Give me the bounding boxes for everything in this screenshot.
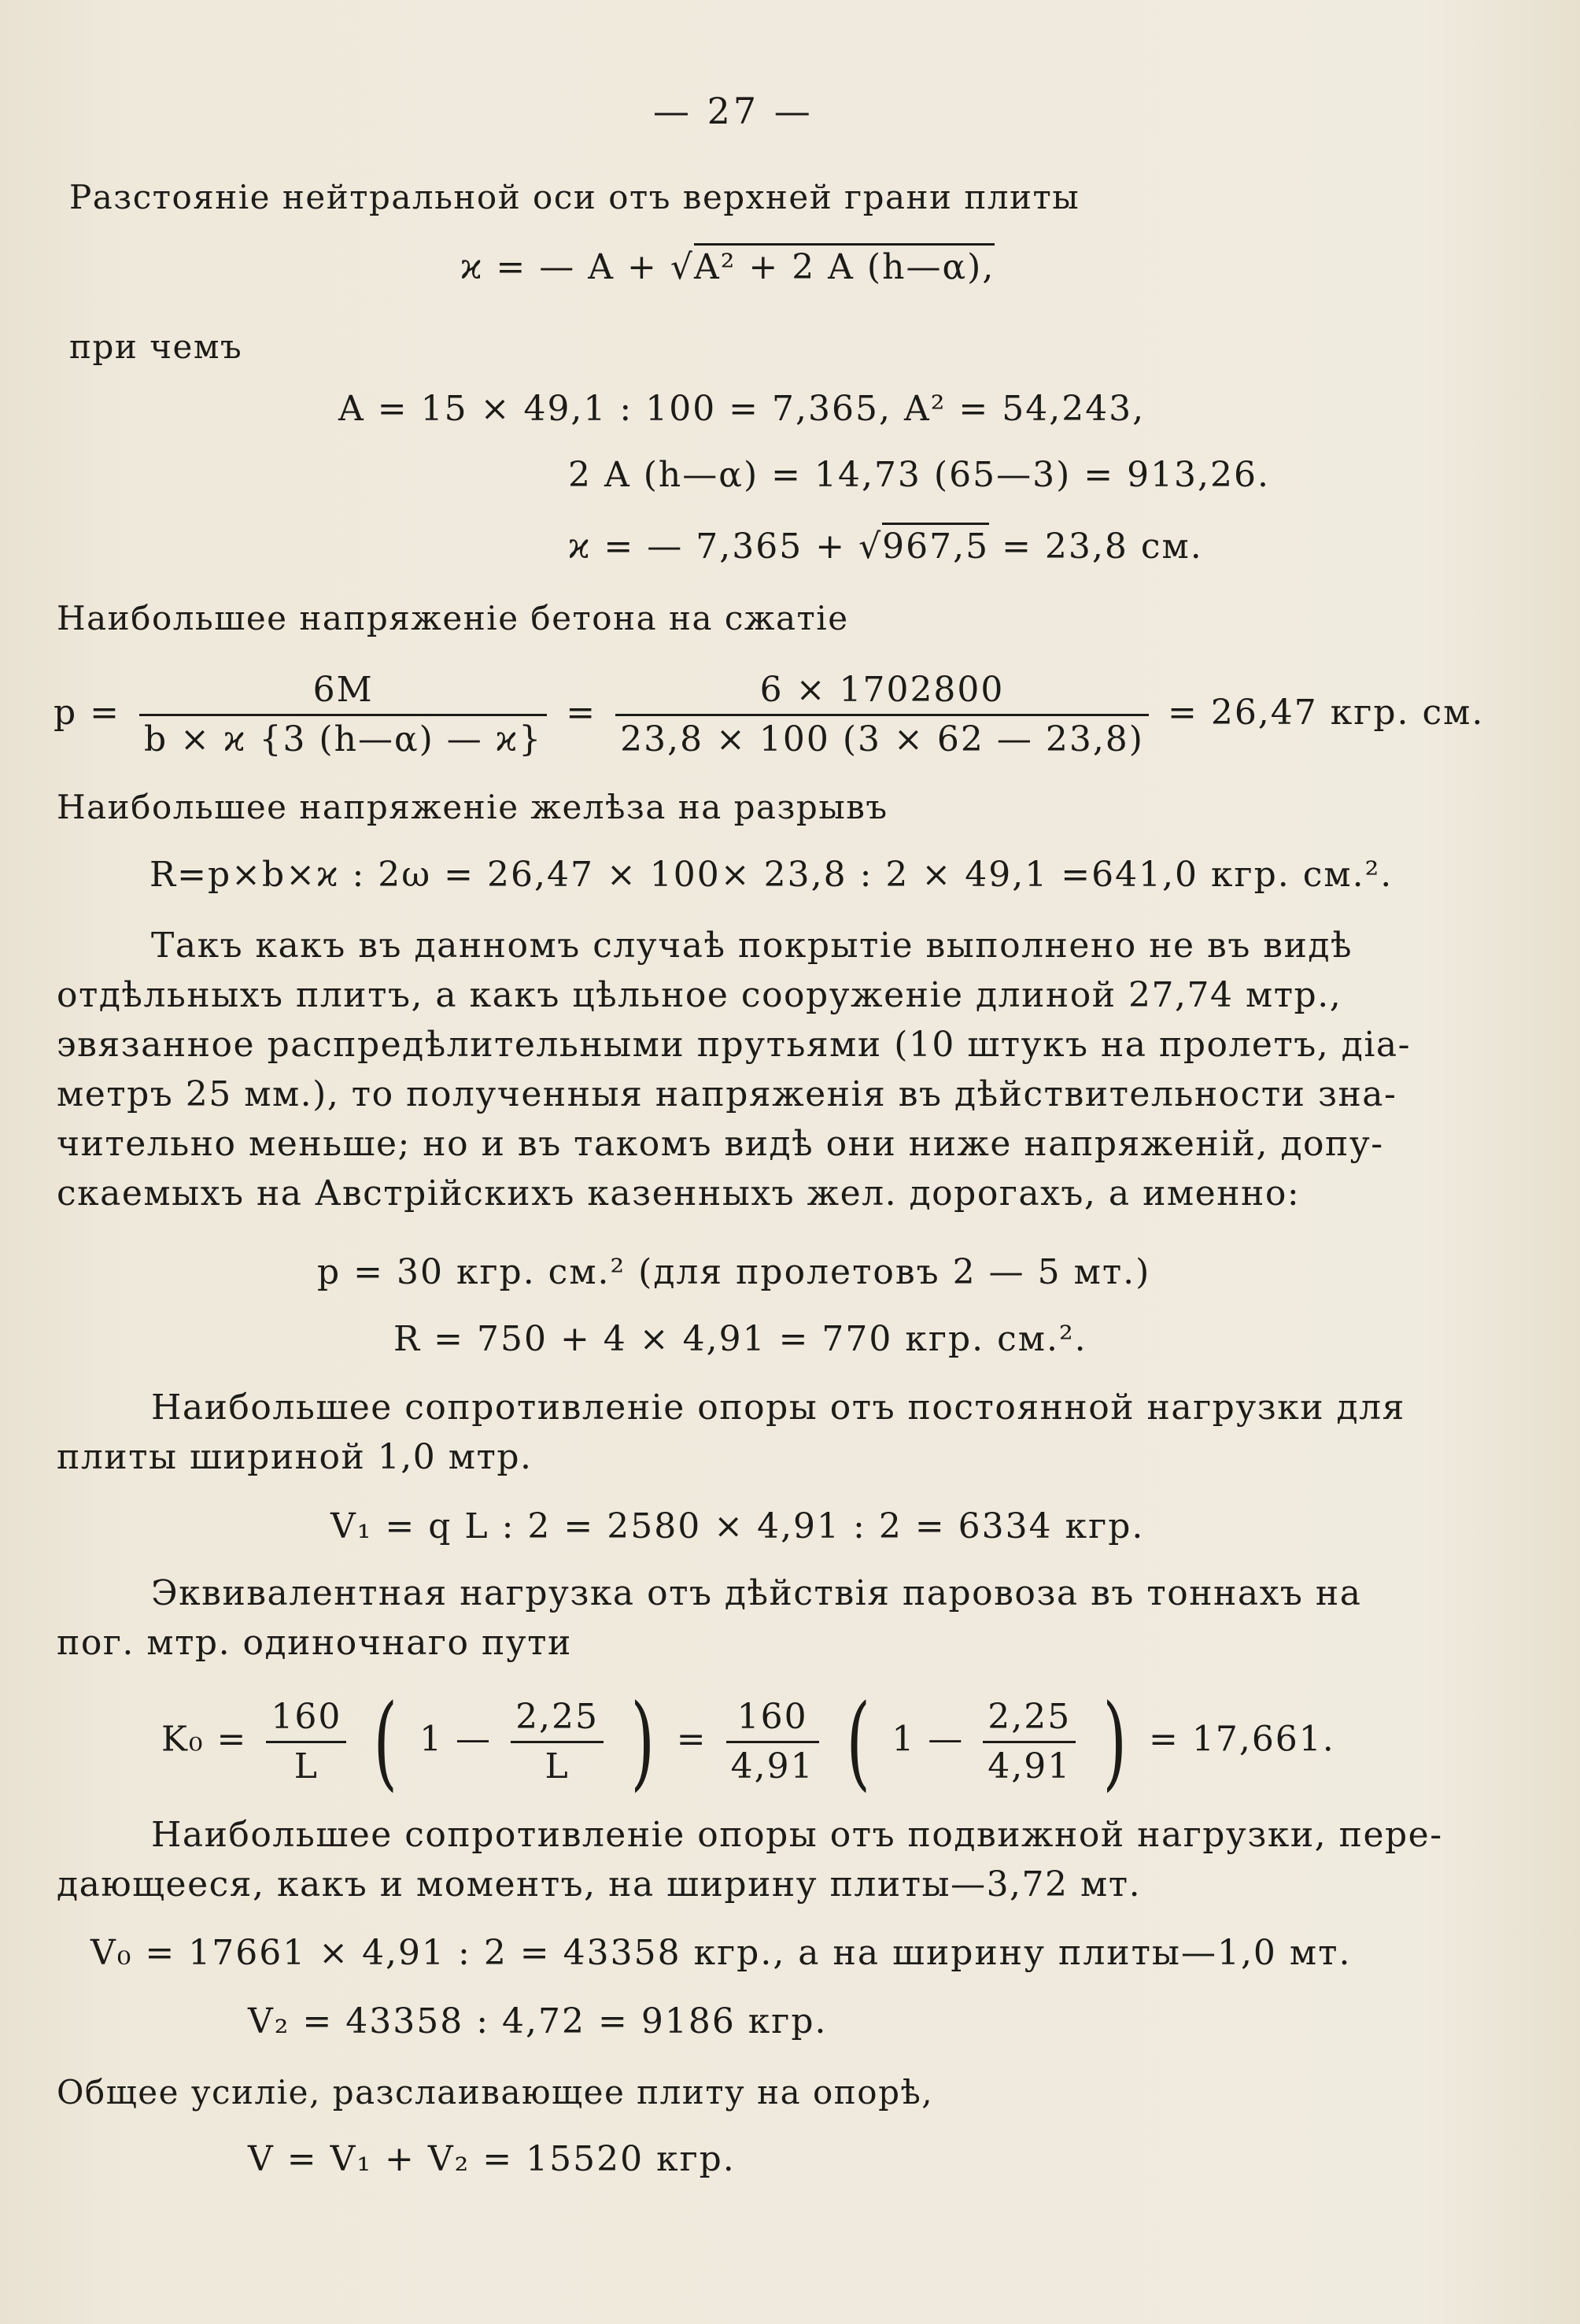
formula-steel-stress: R=p×b×ϰ : 2ω = 26,47 × 100× 23,8 : 2 × 49,1 =641,0 кгр. см.².: [150, 855, 1394, 895]
paren-right: ): [1102, 1682, 1128, 1801]
paren-left: (: [373, 1682, 399, 1801]
fraction: $\frac{2,25}{L}$: [511, 1700, 604, 1784]
formula-v-total: V = V₁ + V₂ = 15520 кгр.: [248, 2139, 736, 2179]
text-line: Наибольшее напряженіе бетона на сжатіе: [57, 599, 849, 637]
formula-v0: V₀ = 17661 × 4,91 : 2 = 43358 кгр., а на ширину плиты—1,0 мт.: [90, 1933, 1352, 1973]
formula-p-allowed: p = 30 кгр. см.² (для пролетовъ 2 — 5 мт.): [317, 1252, 1151, 1292]
formula-k0: K₀ = $\frac{160}{L}$ ( 1 — $\frac{2,25}{L}$ ) = $\frac{160}{4,91}$ ( 1 — $\frac{2,25}{4,91}$ ) = 17,661.: [161, 1682, 1335, 1801]
text-line: при чемъ: [69, 327, 243, 366]
fraction: $\frac{6 \times 1702800}{23,8 \times 100 (3 \times 62 — 23,8)}$: [615, 673, 1149, 757]
paragraph: Наибольшее сопротивленіе опоры отъ постоянной нагрузки для плиты шириной 1,0 мтр.: [57, 1387, 1405, 1477]
text-line: Наибольшее напряженіе желѣза на разрывъ: [57, 788, 888, 826]
paragraph: Эквивалентная нагрузка отъ дѣйствія паровоза въ тоннахъ на пог. мтр. одиночнаго пути: [57, 1573, 1362, 1663]
fraction: $\frac{2,25}{4,91}$: [983, 1700, 1076, 1784]
text-line: Общее усиліе, разслаивающее плиту на опорѣ,: [57, 2073, 934, 2112]
fraction: $\frac{6M}{b \times ϰ \{3 (h—\alpha) — ϰ\}}$: [139, 673, 547, 757]
formula-neutral-axis: ϰ = — A + √A² + 2 A (h—α),: [460, 250, 995, 285]
text-line: Разстояніе нейтральной оси отъ верхней грани плиты: [69, 178, 1080, 216]
formula-v2: V₂ = 43358 : 4,72 = 9186 кгр.: [248, 2001, 828, 2041]
formula-x-value: ϰ = — 7,365 + √967,5 = 23,8 см.: [568, 530, 1203, 564]
paragraph: Наибольшее сопротивленіе опоры отъ подвижной нагрузки, пере- дающееся, какъ и моментъ, на ширину плиты—3,72 мт.: [57, 1815, 1443, 1905]
formula-2a: 2 A (h—α) = 14,73 (65—3) = 913,26.: [568, 455, 1271, 495]
paren-right: ): [630, 1682, 656, 1801]
paragraph: Такъ какъ въ данномъ случаѣ покрытіе выполнено не въ видѣ отдѣльныхъ плитъ, а какъ цѣльное сооруженіе длиной 27,74 мтр., эвязанное распредѣлительными прутьями (10 штукъ на пролетъ, діа- метръ 25 мм.), то полученныя напряженія въ дѣйствительности зна- чительно меньше; но и въ такомъ видѣ они ниже напряженій, допу- скаемыхъ на Австрійскихъ казенныхъ жел. дорогахъ, а именно:: [57, 926, 1412, 1214]
formula-a: A = 15 × 49,1 : 100 = 7,365, A² = 54,243,: [338, 389, 1146, 429]
formula-concrete-stress: p = $\frac{6M}{b \times ϰ \{3 (h—\alpha) — ϰ\}}$ = $\frac{6 \times 1702800}{23,8 \times 100 (3 \times 62 — 23,8)}$ = 26,47 кгр. см.: [54, 670, 1485, 759]
formula-r-allowed: R = 750 + 4 × 4,91 = 770 кгр. см.².: [393, 1319, 1087, 1359]
formula-v1: V₁ = q L : 2 = 2580 × 4,91 : 2 = 6334 кгр.: [330, 1506, 1145, 1546]
fraction: $\frac{160}{L}$: [266, 1700, 346, 1784]
fraction: $\frac{160}{4,91}$: [726, 1700, 819, 1784]
paren-left: (: [846, 1682, 871, 1801]
page-number: — 27 —: [653, 90, 814, 132]
